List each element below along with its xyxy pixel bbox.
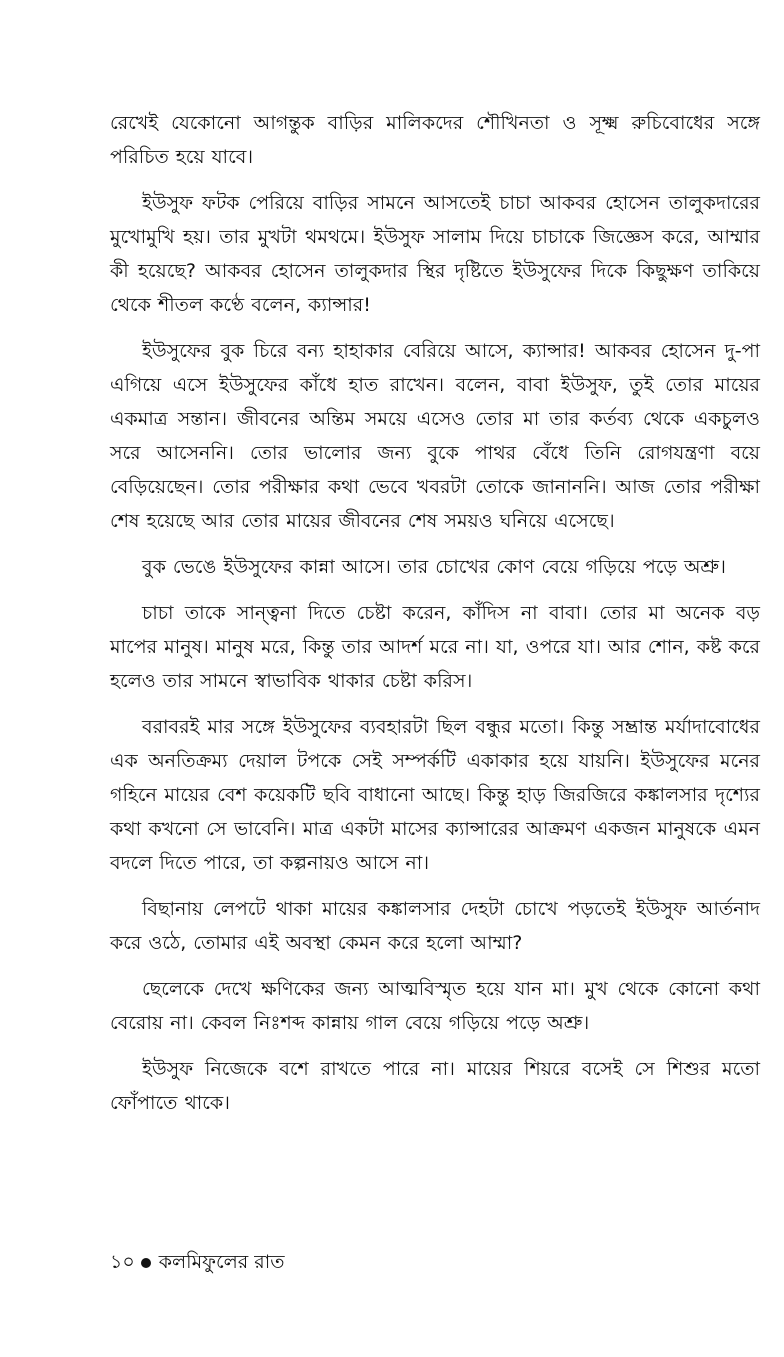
page-footer bbox=[110, 1248, 285, 1276]
paragraph-5: চাচা তাকে সান্ত্বনা দিতে চেষ্টা করেন, কাঁদিস না বাবা। তোর মা অনেক বড় মাপের মানুষ। মানুষ মরে, কিন্তু তার আদর্শ মরে না। যা, ওপরে যা। আর শোন, কষ্ট করে হলেও তার সামনে স্বাভাবিক থাকার চেষ্টা করিস। bbox=[110, 602, 760, 692]
paragraph-1: রেখেই যেকোনো আগন্তুক বাড়ির মালিকদের শৌখিনতা ও সূক্ষ্ম রুচিবোধের সঙ্গে পরিচিত হয়ে যাবে। bbox=[110, 112, 760, 168]
paragraph-2: ইউসুফ ফটক পেরিয়ে বাড়ির সামনে আসতেই চাচা আকবর হোসেন তালুকদারের মুখোমুখি হয়। তার মুখটা থমথমে। ইউসুফ সালাম দিয়ে চাচাকে জিজ্ঞেস করে, আম্মার কী হয়েছে? আকবর হোসেন তালুকদার স্থির দৃষ্টিতে ইউসুফের দিকে কিছুক্ষণ তাকিয়ে থেকে শীতল কণ্ঠে বলেন, ক্যান্সার! bbox=[110, 192, 760, 316]
paragraph-7: বিছানায় লেপটে থাকা মায়ের কঙ্কালসার দেহটা চোখে পড়তেই ইউসুফ আর্তনাদ করে ওঠে, তোমার এই অবস্থা কেমন করে হলো আম্মা? bbox=[110, 898, 760, 954]
page-number: ১০ bbox=[110, 1251, 135, 1273]
bullet-dot-icon bbox=[141, 1258, 151, 1268]
paragraph-3: ইউসুফের বুক চিরে বন্য হাহাকার বেরিয়ে আসে, ক্যান্সার! আকবর হোসেন দু-পা এগিয়ে এসে ইউসুফের কাঁধে হাত রাখেন। বলেন, বাবা ইউসুফ, তুই তোর মায়ের একমাত্র সন্তান। জীবনের অন্তিম সময়ে এসেও তোর মা তার কর্তব্য থেকে একচুলও সরে আসেননি। তোর ভালোর জন্য বুকে পাথর বেঁধে তিনি রোগযন্ত্রণা বয়ে বেড়িয়েছেন। তোর পরীক্ষার কথা ভেবে খবরটা তোকে জানাননি। আজ তোর পরীক্ষা শেষ হয়েছে আর তোর মায়ের জীবনের শেষ সময়ও ঘনিয়ে এসেছে। bbox=[110, 340, 760, 532]
paragraph-8: ছেলেকে দেখে ক্ষণিকের জন্য আত্মবিস্মৃত হয়ে যান মা। মুখ থেকে কোনো কথা বেরোয় না। কেবল নিঃশব্দ কান্নায় গাল বেয়ে গড়িয়ে পড়ে অশ্রু। bbox=[110, 978, 760, 1034]
book-title: কলমিফুলের রাত bbox=[158, 1251, 285, 1273]
paragraph-4: বুক ভেঙে ইউসুফের কান্না আসে। তার চোখের কোণ বেয়ে গড়িয়ে পড়ে অশ্রু। bbox=[142, 556, 726, 578]
paragraph-6: বরাবরই মার সঙ্গে ইউসুফের ব্যবহারটা ছিল বন্ধুর মতো। কিন্তু সম্ভ্রান্ত মর্যাদাবোধের এক অনতিক্রম্য দেয়াল টপকে সেই সম্পর্কটি একাকার হয়ে যায়নি। ইউসুফের মনের গহিনে মায়ের বেশ কয়েকটি ছবি বাধানো আছে। কিন্তু হাড় জিরজিরে কঙ্কালসার দৃশ্যের কথা কখনো সে ভাবেনি। মাত্র একটা মাসের ক্যান্সারের আক্রমণ একজন মানুষকে এমন বদলে দিতে পারে, তা কল্পনায়ও আসে না। bbox=[110, 716, 760, 874]
paragraph-9: ইউসুফ নিজেকে বশে রাখতে পারে না। মায়ের শিয়রে বসেই সে শিশুর মতো ফোঁপাতে থাকে। bbox=[110, 1058, 760, 1114]
body-text bbox=[110, 106, 760, 1132]
